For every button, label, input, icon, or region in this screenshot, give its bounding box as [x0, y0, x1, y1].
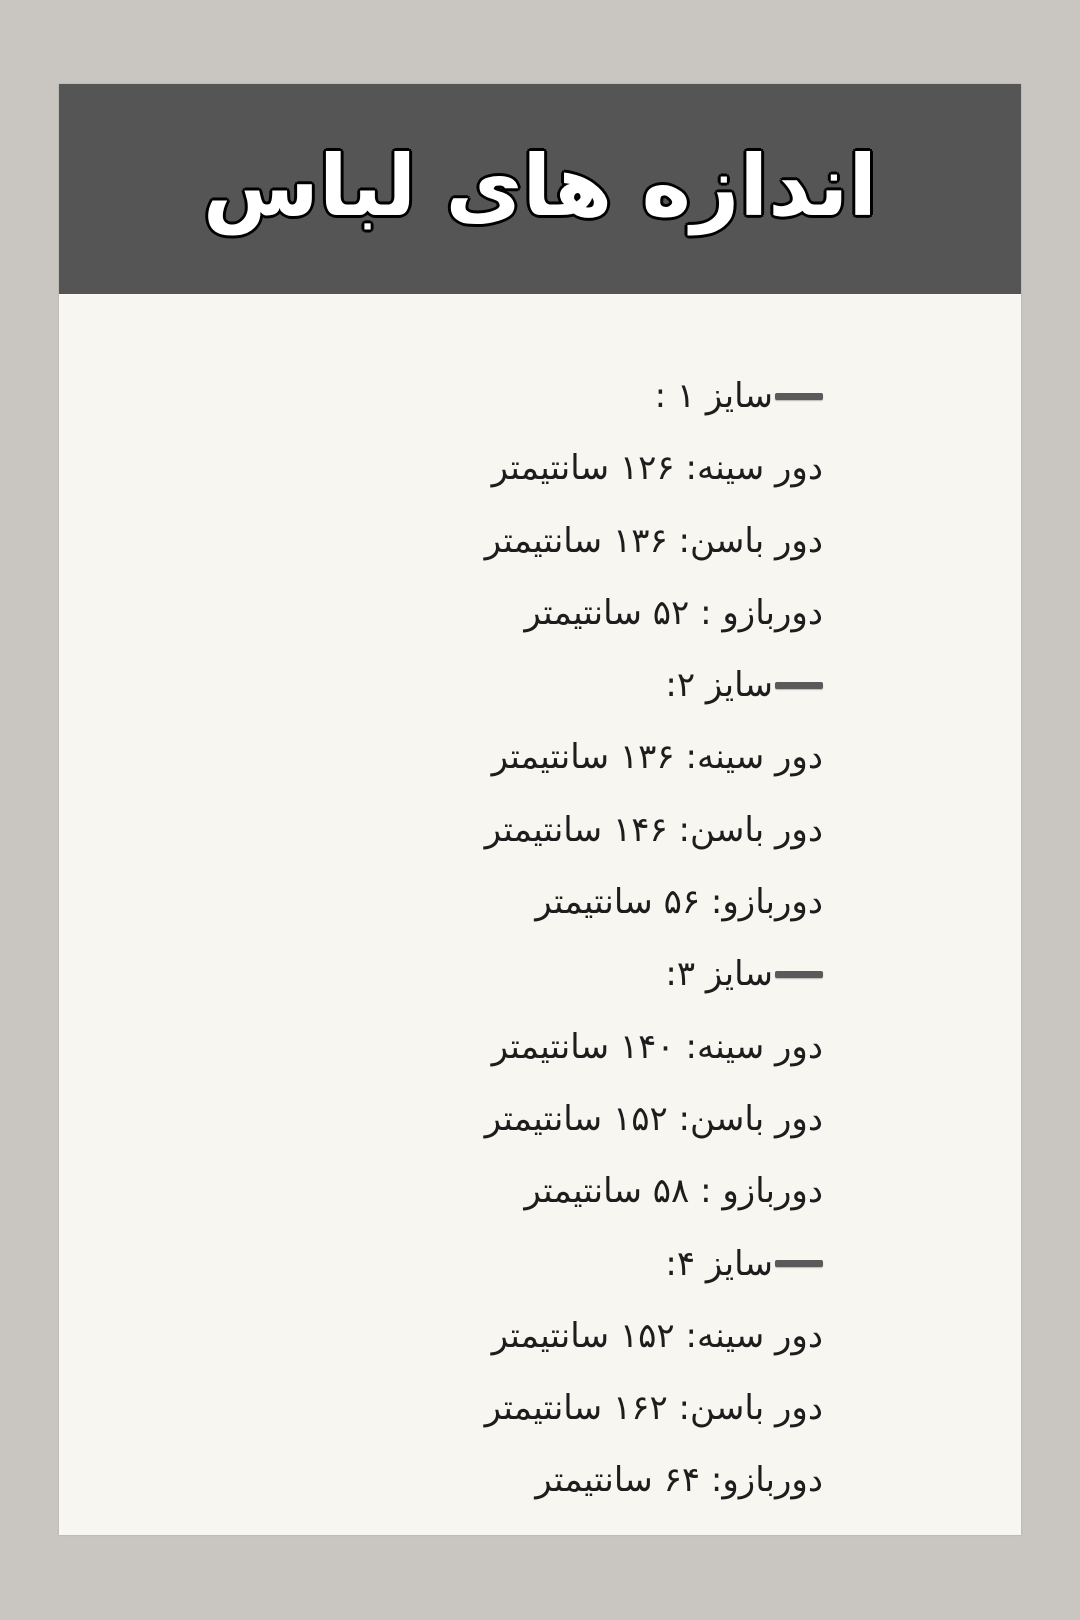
arm-measure-4: دوربازو: ۶۴ سانتیمتر: [535, 1460, 823, 1501]
arm-measure-3: دوربازو : ۵۸ سانتیمتر: [524, 1171, 823, 1212]
hip-measure-3: دور باسن: ۱۵۲ سانتیمتر: [484, 1098, 823, 1139]
size-heading-label: سایز ۴:: [665, 1243, 773, 1284]
chest-measure-3: دور سینه: ۱۴۰ سانتیمتر: [491, 1026, 823, 1067]
chest-measure-1: دور سینه: ۱۲۶ سانتیمتر: [491, 448, 823, 489]
hip-measure-1: دور باسن: ۱۳۶ سانتیمتر: [484, 520, 823, 561]
dash-icon: [775, 971, 823, 978]
size-heading-1: [485, 360, 823, 432]
chest-measure-4: دور سینه: ۱۵۲ سانتیمتر: [491, 1315, 823, 1356]
chest-measure-2: دور سینه: ۱۳۶ سانتیمتر: [491, 737, 823, 778]
dash-icon: [775, 682, 823, 689]
size-heading-label: سایز ۳:: [665, 954, 773, 995]
size-heading-3: [485, 938, 823, 1010]
size-card: [59, 84, 1021, 1535]
arm-measure-1: دوربازو : ۵۲ سانتیمتر: [524, 592, 823, 633]
dash-icon: [775, 393, 823, 400]
size-heading-4: [485, 1228, 823, 1300]
size-heading-label: سایز ۱ :: [654, 376, 773, 416]
hip-measure-4: دور باسن: ۱۶۲ سانتیمتر: [484, 1388, 823, 1429]
page-title: اندازه های لباس: [202, 137, 878, 235]
hip-measure-2: دور باسن: ۱۴۶ سانتیمتر: [484, 809, 823, 850]
header-banner: [59, 84, 1021, 294]
size-heading-2: [485, 649, 823, 721]
size-list: [485, 360, 823, 1517]
size-heading-label: سایز ۲:: [665, 665, 773, 706]
arm-measure-2: دوربازو: ۵۶ سانتیمتر: [535, 882, 823, 923]
dash-icon: [775, 1260, 823, 1267]
